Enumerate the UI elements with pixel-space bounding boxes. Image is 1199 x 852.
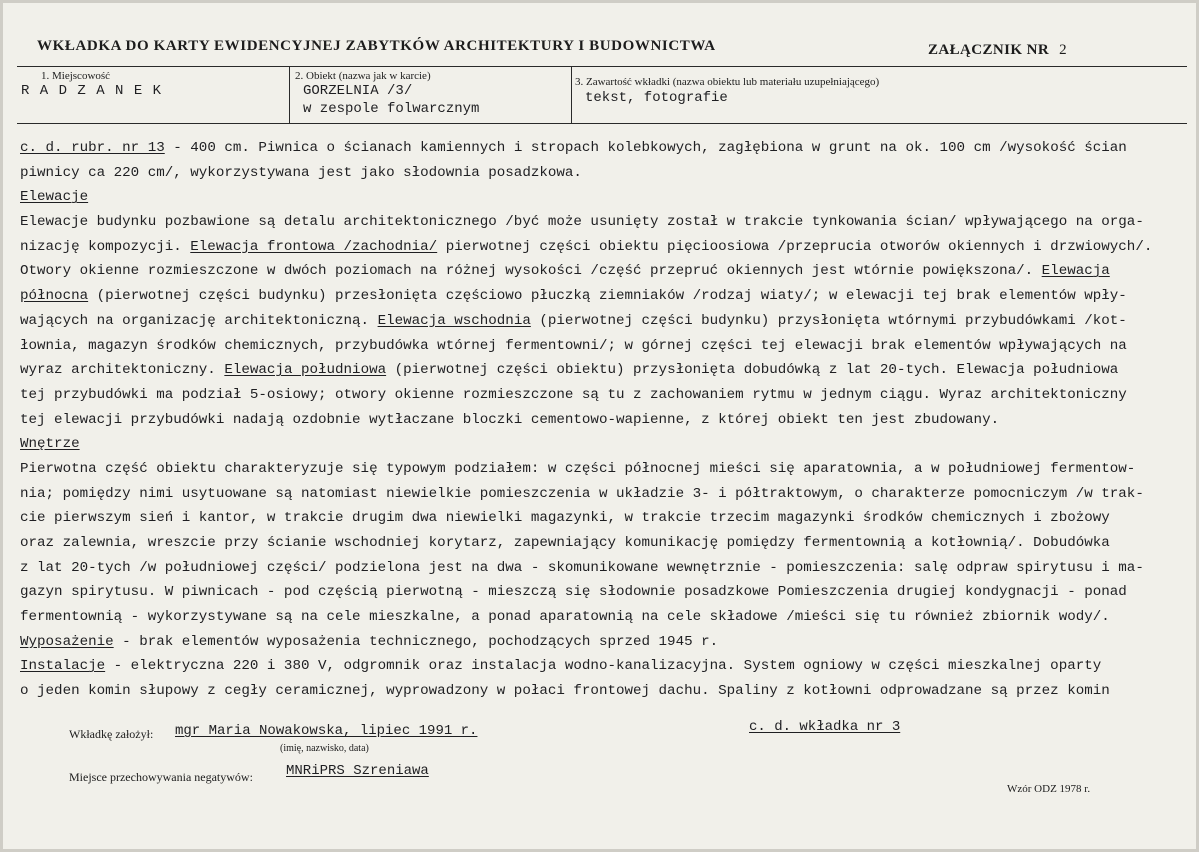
section-heading-wnetrze: Wnętrze <box>20 436 80 453</box>
body-line: nia; pomiędzy nimi usytuowane są natomiast niewielkie pomieszczenia w układzie 3- i półtraktowym, o charakterze pomocniczym /w trak- <box>20 485 1144 502</box>
body-line: tej elewacji przybudówki nadają ozdobnie wytłaczane bloczki cementowo-wapienne, z której obiekt ten jest zbudowany. <box>20 411 1000 428</box>
header-bottom-rule <box>17 123 1187 124</box>
description-body <box>20 136 1180 704</box>
field-divider-1 <box>289 66 290 123</box>
object-label: 2. Obiekt (nazwa jak w karcie) <box>295 70 431 82</box>
locality-label: 1. Miejscowość <box>41 70 111 82</box>
form-code: Wzór ODZ 1978 r. <box>1007 783 1091 795</box>
body-line: gazyn spirytusu. W piwnicach - pod częścią pierwotną - mieszczą się słodownie posadzkowe Pomieszczenia drugiej kondygnacji - ponad <box>20 584 1127 601</box>
body-line: Otwory okienne rozmieszczone w dwóch poziomach na różnej wysokości /część przepruć okiennych jest wtórnie powiększona/. Elewacja <box>20 263 1110 280</box>
section-heading-elewacje: Elewacje <box>20 189 89 206</box>
author-caption: (imię, nazwisko, data) <box>280 743 369 754</box>
form-title: WKŁADKA DO KARTY EWIDENCYJNEJ ZABYTKÓW ARCHITEKTURY I BUDOWNICTWA <box>37 38 716 54</box>
locality-value: R A D Z A N E K <box>21 83 163 99</box>
continuation-note: c. d. wkładka nr 3 <box>749 719 901 735</box>
annex-number: 2 <box>1059 42 1067 58</box>
body-line: Instalacje - elektryczna 220 i 380 V, odgromnik oraz instalacja wodno-kanalizacyjna. System ogniowy w części mieszkalnej oparty <box>20 658 1102 675</box>
contents-label: 3. Zawartość wkładki (nazwa obiektu lub materiału uzupełniającego) <box>575 76 880 88</box>
body-line: północna (pierwotnej części budynku) przesłonięta częściowo płuczką ziemniaków /rodzaj wiaty/; w elewacji tej brak elementów wpły- <box>20 288 1127 305</box>
body-line: tej przybudówki ma podział 5-osiowy; otwory okienne rozmieszczone są tu z zachowaniem rytmu w jednym ciągu. Wyraz architektoniczny <box>20 386 1127 403</box>
body-line: o jeden komin słupowy z cegły ceramicznej, wyprowadzony w połaci frontowej dachu. Spaliny z kotłowni odprowadzane są przez komin <box>20 683 1110 700</box>
body-line: wających na organizację architektoniczną. Elewacja wschodnia (pierwotnej części budynku) przysłonięta wtórnymi przybudówkami /kot- <box>20 312 1127 329</box>
annex-label: ZAŁĄCZNIK NR <box>928 42 1050 58</box>
author-value: mgr Maria Nowakowska, lipiec 1991 r. <box>175 723 478 739</box>
subheading-north-elevation: Elewacja <box>1041 263 1110 280</box>
body-line: Wyposażenie - brak elementów wyposażenia technicznego, pochodzących sprzed 1945 r. <box>20 633 719 650</box>
body-line: Elewacje budynku pozbawione są detalu architektonicznego /być może usunięty został w trakcie tynkowania ścian/ wpływającego na orga- <box>20 214 1144 231</box>
author-label: Wkładkę założył: <box>69 727 154 741</box>
body-line: łownia, magazyn środków chemicznych, przybudówka wtórnej fermentowni/; w górnej części tej elewacji brak elementów wpływających na <box>20 337 1127 354</box>
body-line: piwnicy ca 220 cm/, wykorzystywana jest jako słodownia posadzkowa. <box>20 164 582 181</box>
body-line: fermentownią - wykorzystywane są na cele mieszkalne, a ponad aparatownią na cele składowe /mieści się tu również zbiornik wody/. <box>20 609 1110 626</box>
field-divider-2 <box>571 66 572 123</box>
body-line: cie pierwszym sień i kantor, w trakcie drugim dwa niewielki magazynki, w trakcie trzecim magazynki środków chemicznych i zbożowy <box>20 510 1110 527</box>
header-top-rule <box>17 66 1187 67</box>
negatives-value: MNRiPRS Szreniawa <box>286 763 429 779</box>
negatives-label: Miejsce przechowywania negatywów: <box>69 770 253 784</box>
section-heading-wyposazenie: Wyposażenie <box>20 633 114 650</box>
body-line: Pierwotna część obiektu charakteryzuje się typowym podziałem: w części północnej mieści się aparatownia, a w południowej fermentow- <box>20 460 1136 477</box>
body-line: c. d. rubr. nr 13 - 400 cm. Piwnica o ścianach kamiennych i stropach kolebkowych, zagłębiona w grunt na ok. 100 cm /wysokość ścian <box>20 140 1127 156</box>
body-line: z lat 20-tych /w południowej części/ podzielona jest na dwa - skomunikowane wewnętrznie - pomieszczenia: salę odpraw spirytusu i ma- <box>20 559 1144 576</box>
annex-heading <box>928 42 1067 59</box>
body-line: oraz zalewnia, wreszcie przy ścianie wschodniej korytarz, zapewniający komunikację pomiędzy fermentownią a kotłownią/. Dobudówka <box>20 535 1110 551</box>
section-heading-instalacje: Instalacje <box>20 658 106 675</box>
body-line: wyraz architektoniczny. Elewacja południowa (pierwotnej części obiektu) przysłonięta dobudówką z lat 20-tych. Elewacja południowa <box>20 362 1119 379</box>
subheading-front-elevation: Elewacja frontowa /zachodnia/ <box>190 238 438 255</box>
body-line: nizację kompozycji. Elewacja frontowa /zachodnia/ pierwotnej części obiektu pięcioosiowa /przeprucia otworów okiennych i drzwiowych/. <box>20 238 1153 255</box>
contents-value: tekst, fotografie <box>585 90 728 106</box>
subheading-south-elevation: Elewacja południowa <box>224 362 387 379</box>
object-value-context: w zespole folwarcznym <box>303 101 480 117</box>
subheading-east-elevation: Elewacja wschodnia <box>377 312 531 329</box>
object-value-name: GORZELNIA /3/ <box>303 83 413 99</box>
